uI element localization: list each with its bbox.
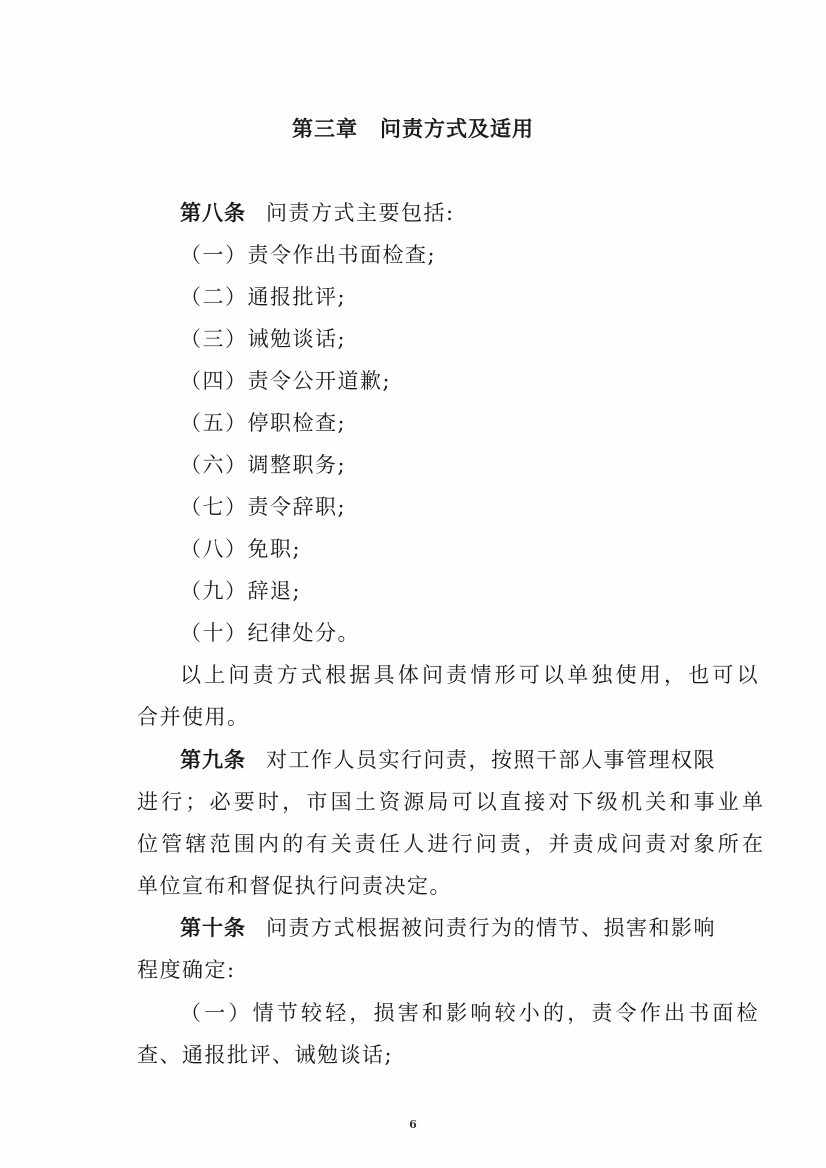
article-9-line-4: 单位宣布和督促执行问责决定。 xyxy=(137,874,452,898)
article-10-item-1-line-1: （一）情节较轻，损害和影响较小的，责令作出书面检 xyxy=(180,1001,761,1025)
article-9-label: 第九条 xyxy=(180,748,246,772)
article-8-item-7: （七）责令辞职; xyxy=(180,495,347,519)
chapter-title xyxy=(0,113,826,143)
chapter-name: 问责方式及适用 xyxy=(380,117,534,141)
article-8-heading-line xyxy=(180,198,760,228)
article-8-note-line-2: 合并使用。 xyxy=(137,705,250,729)
article-8-item-10: （十）纪律处分。 xyxy=(180,621,360,645)
article-10-text: 问责方式根据被问责行为的情节、损害和影响 xyxy=(266,916,716,940)
article-8-text: 问责方式主要包括: xyxy=(266,201,455,225)
article-9-line-3: 位管辖范围内的有关责任人进行问责，并责成问责对象所在 xyxy=(137,832,767,856)
article-8-note-line-1: 以上问责方式根据具体问责情形可以单独使用，也可以 xyxy=(180,663,761,687)
article-8-item-9: （九）辞退; xyxy=(180,579,302,603)
article-9-text: 对工作人员实行问责，按照干部人事管理权限 xyxy=(266,748,716,772)
article-8-label: 第八条 xyxy=(180,201,246,225)
article-8-item-5: （五）停职检查; xyxy=(180,411,347,435)
article-8-item-3: （三）诫勉谈话; xyxy=(180,327,347,351)
article-8-item-4: （四）责令公开道歉; xyxy=(180,369,392,393)
chapter-number: 第三章 xyxy=(292,117,358,141)
article-9-line-1 xyxy=(180,745,760,775)
article-10-line-1 xyxy=(180,913,760,943)
article-8-item-2: （二）通报批评; xyxy=(180,285,347,309)
page-number: 6 xyxy=(409,1118,417,1131)
article-10-label: 第十条 xyxy=(180,916,246,940)
article-10-line-2: 程度确定: xyxy=(137,958,236,982)
article-8-item-6: （六）调整职务; xyxy=(180,453,347,477)
article-8-item-1: （一）责令作出书面检查; xyxy=(180,243,437,267)
article-9-line-2: 进行；必要时，市国土资源局可以直接对下级机关和事业单 xyxy=(137,790,767,814)
article-10-item-1-line-2: 查、通报批评、诫勉谈话; xyxy=(137,1043,394,1067)
article-8-item-8: （八）免职; xyxy=(180,537,302,561)
